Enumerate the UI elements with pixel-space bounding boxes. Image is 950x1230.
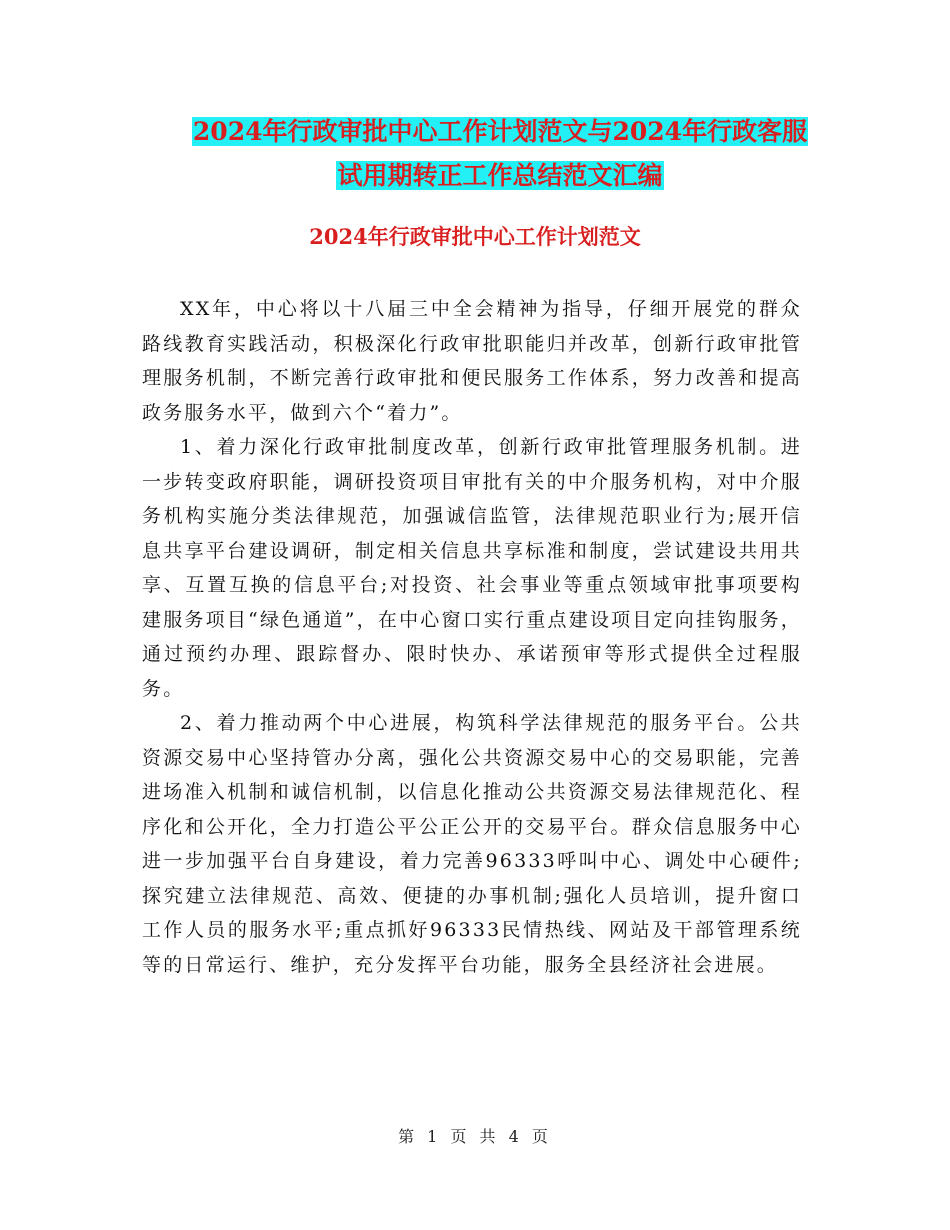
document-body (142, 292, 802, 982)
paragraph-1: 1、着力深化行政审批制度改革，创新行政审批管理服务机制。进一步转变政府职能，调研投资项目审批有关的中介服务机构，对中介服务机构实施分类法律规范，加强诚信监管，法律规范职业行为;展开信息共享平台建设调研，制定相关信息共享标准和制度，尝试建设共用共享、互置互换的信息平台;对投资、社会事业等重点领域审批事项要构建服务项目“绿色通道”，在中心窗口实行重点建设项目定向挂钩服务，通过预约办理、跟踪督办、限时快办、承诺预审等形式提供全过程服务。 (142, 436, 802, 700)
title-highlight: 试用期转正工作总结范文汇编 (337, 161, 663, 190)
section-title: 2024年行政审批中心工作计划范文 (309, 224, 641, 249)
title-highlight: 2024年行政审批中心工作计划范文与2024年行政客服 (192, 117, 808, 146)
document-title-line2 (120, 154, 880, 198)
paragraph-intro: XX年，中心将以十八届三中全会精神为指导，仔细开展党的群众路线教育实践活动，积极深化行政审批职能归并改革，创新行政审批管理服务机制，不断完善行政审批和便民服务工作体系，努力改善和提高政务服务水平，做到六个“着力”。 (142, 298, 802, 424)
document-title-line1 (120, 110, 880, 154)
paragraph-2: 2、着力推动两个中心进展，构筑科学法律规范的服务平台。公共资源交易中心坚持管办分离，强化公共资源交易中心的交易职能，完善进场准入机制和诚信机制，以信息化推动公共资源交易法律规范化、程序化和公开化，全力打造公平公正公开的交易平台。群众信息服务中心进一步加强平台自身建设，着力完善96333呼叫中心、调处中心硬件;探究建立法律规范、高效、便捷的办事机制;强化人员培训，提升窗口工作人员的服务水平;重点抓好96333民情热线、网站及干部管理系统等的日常运行、维护，充分发挥平台功能，服务全县经济社会进展。 (142, 712, 802, 976)
page-footer: 第 1 页 共 4 页 (398, 1127, 552, 1146)
